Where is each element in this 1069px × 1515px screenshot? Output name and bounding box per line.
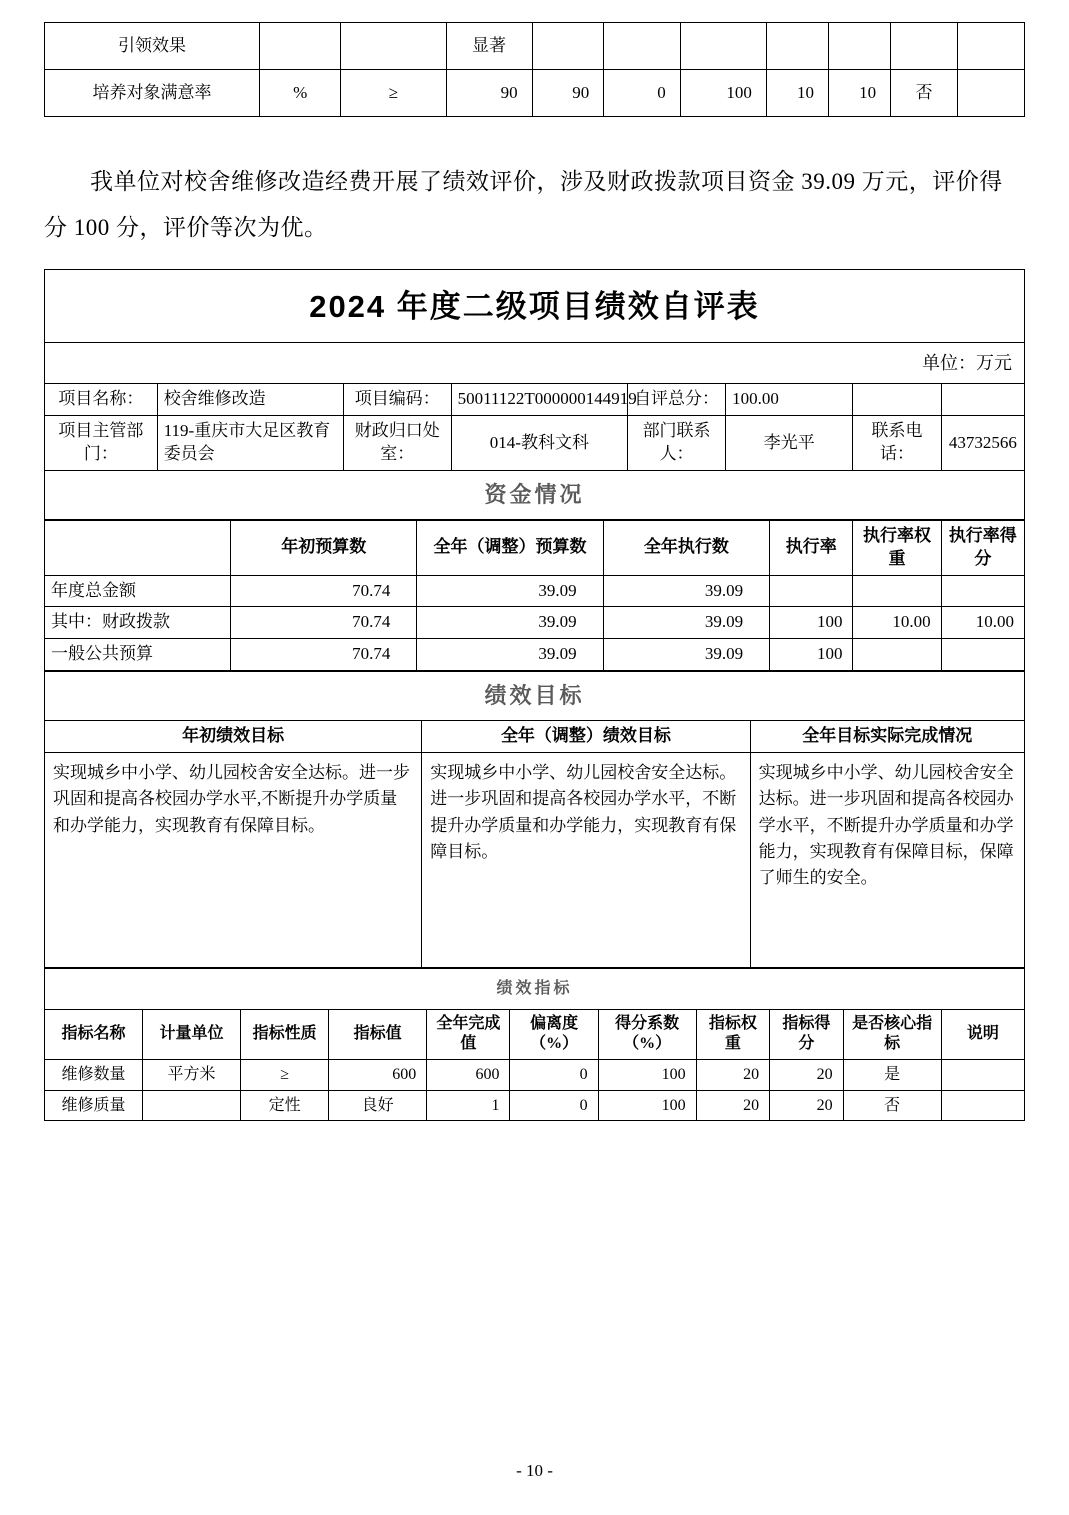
section-funds: 资金情况 — [45, 470, 1025, 519]
table-row — [45, 384, 1025, 416]
indicators-table — [44, 968, 1025, 1121]
funds-band-row — [45, 470, 1025, 519]
indicator-header-9: 是否核心指标 — [843, 1009, 941, 1060]
table-header-row — [45, 721, 1025, 753]
indicator-header-7: 指标权重 — [696, 1009, 770, 1060]
funds-header-3: 全年执行数 — [603, 520, 770, 575]
indicator-remark — [941, 1060, 1024, 1091]
page-number: - 10 - — [516, 1461, 553, 1480]
funds-table — [44, 520, 1025, 672]
funds-header-5: 执行率权重 — [853, 520, 941, 575]
indicator-score: 20 — [770, 1060, 844, 1091]
indicator-header-10: 说明 — [941, 1009, 1024, 1060]
table-row — [45, 752, 1025, 967]
project-code-value: 50011122T000000144919 — [451, 384, 627, 416]
funds-executed: 39.09 — [603, 575, 770, 607]
cell-coefficient — [680, 23, 766, 70]
funds-adjusted-budget: 39.09 — [417, 639, 603, 671]
indicator-header-8: 指标得分 — [770, 1009, 844, 1060]
table-row — [45, 607, 1025, 639]
indicator-deviation: 0 — [510, 1090, 598, 1121]
blank-cell-a — [853, 384, 941, 416]
indicator-weight: 20 — [696, 1090, 770, 1121]
self-score-value: 100.00 — [726, 384, 853, 416]
fragment-indicator-table — [44, 22, 1025, 117]
contact-value: 李光平 — [726, 416, 853, 471]
indicator-unit: 平方米 — [143, 1060, 241, 1091]
table-row — [45, 416, 1025, 471]
table-row — [45, 1060, 1025, 1091]
phone-label: 联系电话： — [853, 416, 941, 471]
indicator-header-1: 计量单位 — [143, 1009, 241, 1060]
cell-unit — [260, 23, 341, 70]
funds-rate: 100 — [770, 607, 853, 639]
cell-remark — [958, 70, 1025, 117]
funds-executed: 39.09 — [603, 639, 770, 671]
cell-indicator-name: 引领效果 — [45, 23, 260, 70]
form-title-row — [45, 270, 1025, 343]
finance-office-value: 014-教科文科 — [451, 416, 627, 471]
goals-band-row — [45, 672, 1025, 721]
table-header-row — [45, 1009, 1025, 1060]
funds-header-6: 执行率得分 — [941, 520, 1024, 575]
cell-value: 显著 — [446, 23, 532, 70]
funds-begin-budget: 70.74 — [231, 575, 417, 607]
funds-weight — [853, 575, 941, 607]
cell-deviation: 0 — [604, 70, 680, 117]
funds-row-name: 一般公共预算 — [45, 639, 231, 671]
goals-header-2: 全年目标实际完成情况 — [750, 721, 1024, 753]
cell-coefficient: 100 — [680, 70, 766, 117]
indicator-weight: 20 — [696, 1060, 770, 1091]
cell-weight: 10 — [766, 70, 828, 117]
cell-nature — [341, 23, 446, 70]
funds-header-0 — [45, 520, 231, 575]
goal-initial: 实现城乡中小学、幼儿园校舍安全达标。进一步巩固和提高各校园办学水平,不断提升办学质量和办学能力，实现教育有保障目标。 — [45, 752, 422, 967]
indicator-unit — [143, 1090, 241, 1121]
dept-value: 119-重庆市大足区教育委员会 — [157, 416, 343, 471]
funds-score — [941, 575, 1024, 607]
indicator-header-4: 全年完成值 — [427, 1009, 510, 1060]
finance-office-label: 财政归口处室： — [343, 416, 451, 471]
indicator-nature: 定性 — [241, 1090, 329, 1121]
funds-score: 10.00 — [941, 607, 1024, 639]
table-header-row — [45, 520, 1025, 575]
cell-remark — [958, 23, 1025, 70]
unit-note-row — [45, 342, 1025, 383]
funds-adjusted-budget: 39.09 — [417, 575, 603, 607]
cell-core — [891, 23, 958, 70]
cell-unit: % — [260, 70, 341, 117]
indicator-coefficient: 100 — [598, 1090, 696, 1121]
section-indicators: 绩效指标 — [45, 968, 1025, 1009]
cell-nature: ≥ — [341, 70, 446, 117]
funds-weight: 10.00 — [853, 607, 941, 639]
goals-header-1: 全年（调整）绩效目标 — [422, 721, 750, 753]
funds-adjusted-budget: 39.09 — [417, 607, 603, 639]
goals-header-0: 年初绩效目标 — [45, 721, 422, 753]
funds-score — [941, 639, 1024, 671]
funds-weight — [853, 639, 941, 671]
indicator-remark — [941, 1090, 1024, 1121]
funds-row-name: 年度总金额 — [45, 575, 231, 607]
funds-header-1: 年初预算数 — [231, 520, 417, 575]
goal-actual: 实现城乡中小学、幼儿园校舍安全达标。进一步巩固和提高各校园办学水平，不断提升办学质量和办学能力，实现教育有保障目标，保障了师生的安全。 — [750, 752, 1024, 967]
table-row — [45, 70, 1025, 117]
funds-rate — [770, 575, 853, 607]
cell-core: 否 — [891, 70, 958, 117]
funds-begin-budget: 70.74 — [231, 607, 417, 639]
project-code-label: 项目编码： — [343, 384, 451, 416]
indicator-name: 维修质量 — [45, 1090, 143, 1121]
funds-header-4: 执行率 — [770, 520, 853, 575]
table-row — [45, 575, 1025, 607]
summary-paragraph: 我单位对校舍维修改造经费开展了绩效评价，涉及财政拨款项目资金 39.09 万元，评价得分 100 分，评价等次为优。 — [44, 169, 1003, 240]
project-name-value: 校舍维修改造 — [157, 384, 343, 416]
blank-cell-b — [941, 384, 1024, 416]
indicator-completed: 1 — [427, 1090, 510, 1121]
phone-value: 43732566 — [941, 416, 1024, 471]
indicator-value: 良好 — [329, 1090, 427, 1121]
indicator-header-0: 指标名称 — [45, 1009, 143, 1060]
cell-completed: 90 — [532, 70, 604, 117]
funds-row-name: 其中：财政拨款 — [45, 607, 231, 639]
dept-label: 项目主管部门： — [45, 416, 158, 471]
cell-completed — [532, 23, 604, 70]
funds-begin-budget: 70.74 — [231, 639, 417, 671]
cell-indicator-name: 培养对象满意率 — [45, 70, 260, 117]
indicator-score: 20 — [770, 1090, 844, 1121]
self-evaluation-form — [44, 269, 1025, 1121]
cell-weight — [766, 23, 828, 70]
indicator-value: 600 — [329, 1060, 427, 1091]
cell-deviation — [604, 23, 680, 70]
project-name-label: 项目名称： — [45, 384, 158, 416]
funds-header-2: 全年（调整）预算数 — [417, 520, 603, 575]
table-row — [45, 1090, 1025, 1121]
unit-note: 单位：万元 — [45, 342, 1025, 383]
indicator-deviation: 0 — [510, 1060, 598, 1091]
goal-adjusted: 实现城乡中小学、幼儿园校舍安全达标。进一步巩固和提高各校园办学水平，不断提升办学质量和办学能力，实现教育有保障目标。 — [422, 752, 750, 967]
table-row — [45, 23, 1025, 70]
indicator-coefficient: 100 — [598, 1060, 696, 1091]
goals-table — [44, 671, 1025, 968]
page-title: 2024 年度二级项目绩效自评表 — [45, 270, 1025, 343]
funds-rate: 100 — [770, 639, 853, 671]
indicator-name: 维修数量 — [45, 1060, 143, 1091]
cell-score: 10 — [828, 70, 890, 117]
self-score-label: 自评总分： — [628, 384, 726, 416]
indicator-core: 是 — [843, 1060, 941, 1091]
cell-value: 90 — [446, 70, 532, 117]
funds-executed: 39.09 — [603, 607, 770, 639]
indicator-header-2: 指标性质 — [241, 1009, 329, 1060]
indicator-completed: 600 — [427, 1060, 510, 1091]
indicator-header-5: 偏离度（%） — [510, 1009, 598, 1060]
cell-score — [828, 23, 890, 70]
indicator-nature: ≥ — [241, 1060, 329, 1091]
section-goals: 绩效目标 — [45, 672, 1025, 721]
indicators-band-row — [45, 968, 1025, 1009]
indicator-core: 否 — [843, 1090, 941, 1121]
form-table — [44, 269, 1025, 520]
indicator-header-6: 得分系数（%） — [598, 1009, 696, 1060]
indicator-header-3: 指标值 — [329, 1009, 427, 1060]
table-row — [45, 639, 1025, 671]
contact-label: 部门联系人： — [628, 416, 726, 471]
